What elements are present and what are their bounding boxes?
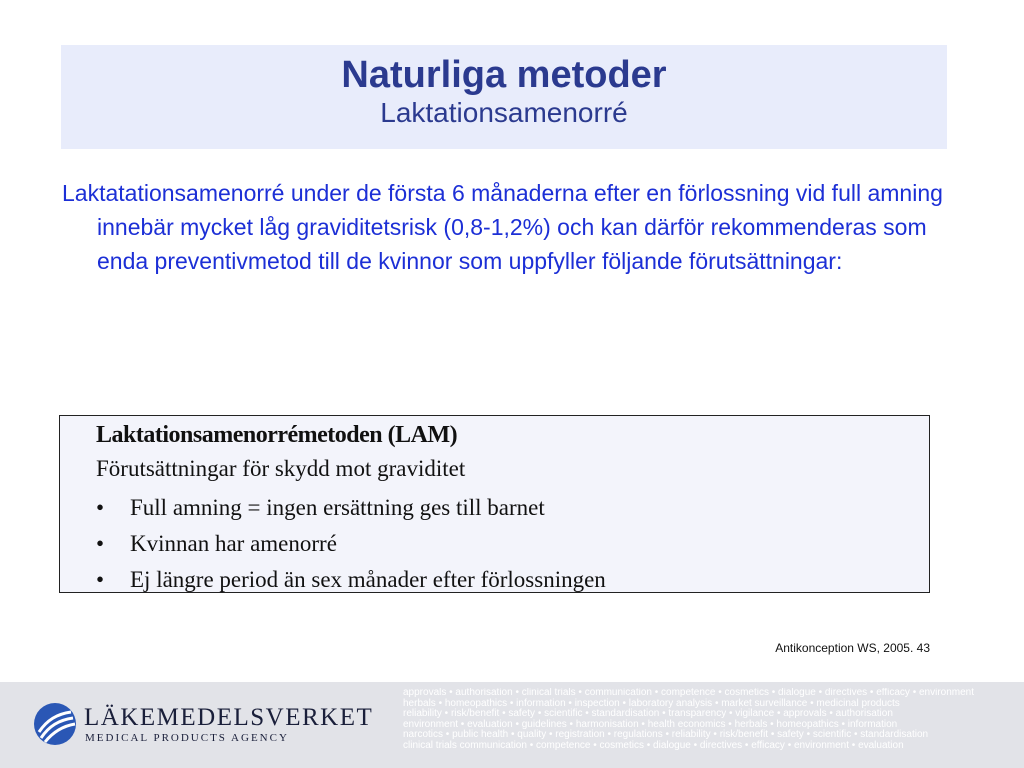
list-item — [96, 526, 606, 562]
citation: Antikonception WS, 2005. 43 — [775, 641, 930, 655]
list-item-text: Ej längre period än sex månader efter förlossningen — [130, 567, 606, 592]
keyword-line: clinical trials communication • competence • cosmetics • dialogue • directives • efficacy • environment • evaluation — [403, 739, 904, 751]
title-banner — [61, 45, 947, 149]
list-item — [96, 562, 606, 598]
lam-box-subtitle: Förutsättningar för skydd mot graviditet — [96, 456, 466, 481]
keyword-line: environment • evaluation • guidelines • harmonisation • health economics • herbals • homeopathics • information — [403, 718, 898, 730]
lam-conditions-list — [96, 490, 606, 598]
intro-paragraph: Laktatationsamenorré under de första 6 månaderna efter en förlossning vid full amning innebär mycket låg graviditetsrisk (0,8-1,2%) och kan därför rekommenderas som enda preventivmetod till de kvinnor som uppfyller följande förutsättningar: — [62, 180, 943, 274]
agency-emblem-icon — [33, 702, 77, 746]
keyword-line: reliability • risk/benefit • safety • scientific • standardisation • transparency • vigilance • approvals • authorisation — [403, 708, 893, 719]
slide-subtitle: Laktationsamenorré — [380, 97, 628, 128]
keyword-watermark — [403, 688, 1024, 751]
agency-logo-subtitle: MEDICAL PRODUCTS AGENCY — [85, 732, 289, 744]
bullet-icon: • — [96, 531, 105, 556]
lam-conditions-box — [59, 415, 930, 593]
keyword-line: narcotics • public health • quality • registration • regulations • reliability • risk/benefit • safety • scientific • standardisation — [403, 729, 929, 740]
keyword-line: approvals • authorisation • clinical trials • communication • competence • cosmetics • dialogue • directives • efficacy • environment — [403, 688, 975, 698]
list-item — [96, 490, 606, 526]
list-item-text: Full amning = ingen ersättning ges till barnet — [130, 495, 545, 520]
bullet-icon: • — [96, 495, 105, 520]
lam-box-title: Laktationsamenorrémetoden (LAM) — [96, 422, 458, 448]
list-item-text: Kvinnan har amenorré — [130, 531, 337, 556]
slide-title: Naturliga metoder — [341, 54, 667, 96]
footer-bar — [0, 682, 1024, 768]
bullet-icon: • — [96, 567, 105, 592]
keyword-line: herbals • homeopathics • information • inspection • laboratory analysis • market surveillance • medicinal products — [403, 697, 900, 709]
agency-logo-name: LÄKEMEDELSVERKET — [84, 704, 374, 731]
